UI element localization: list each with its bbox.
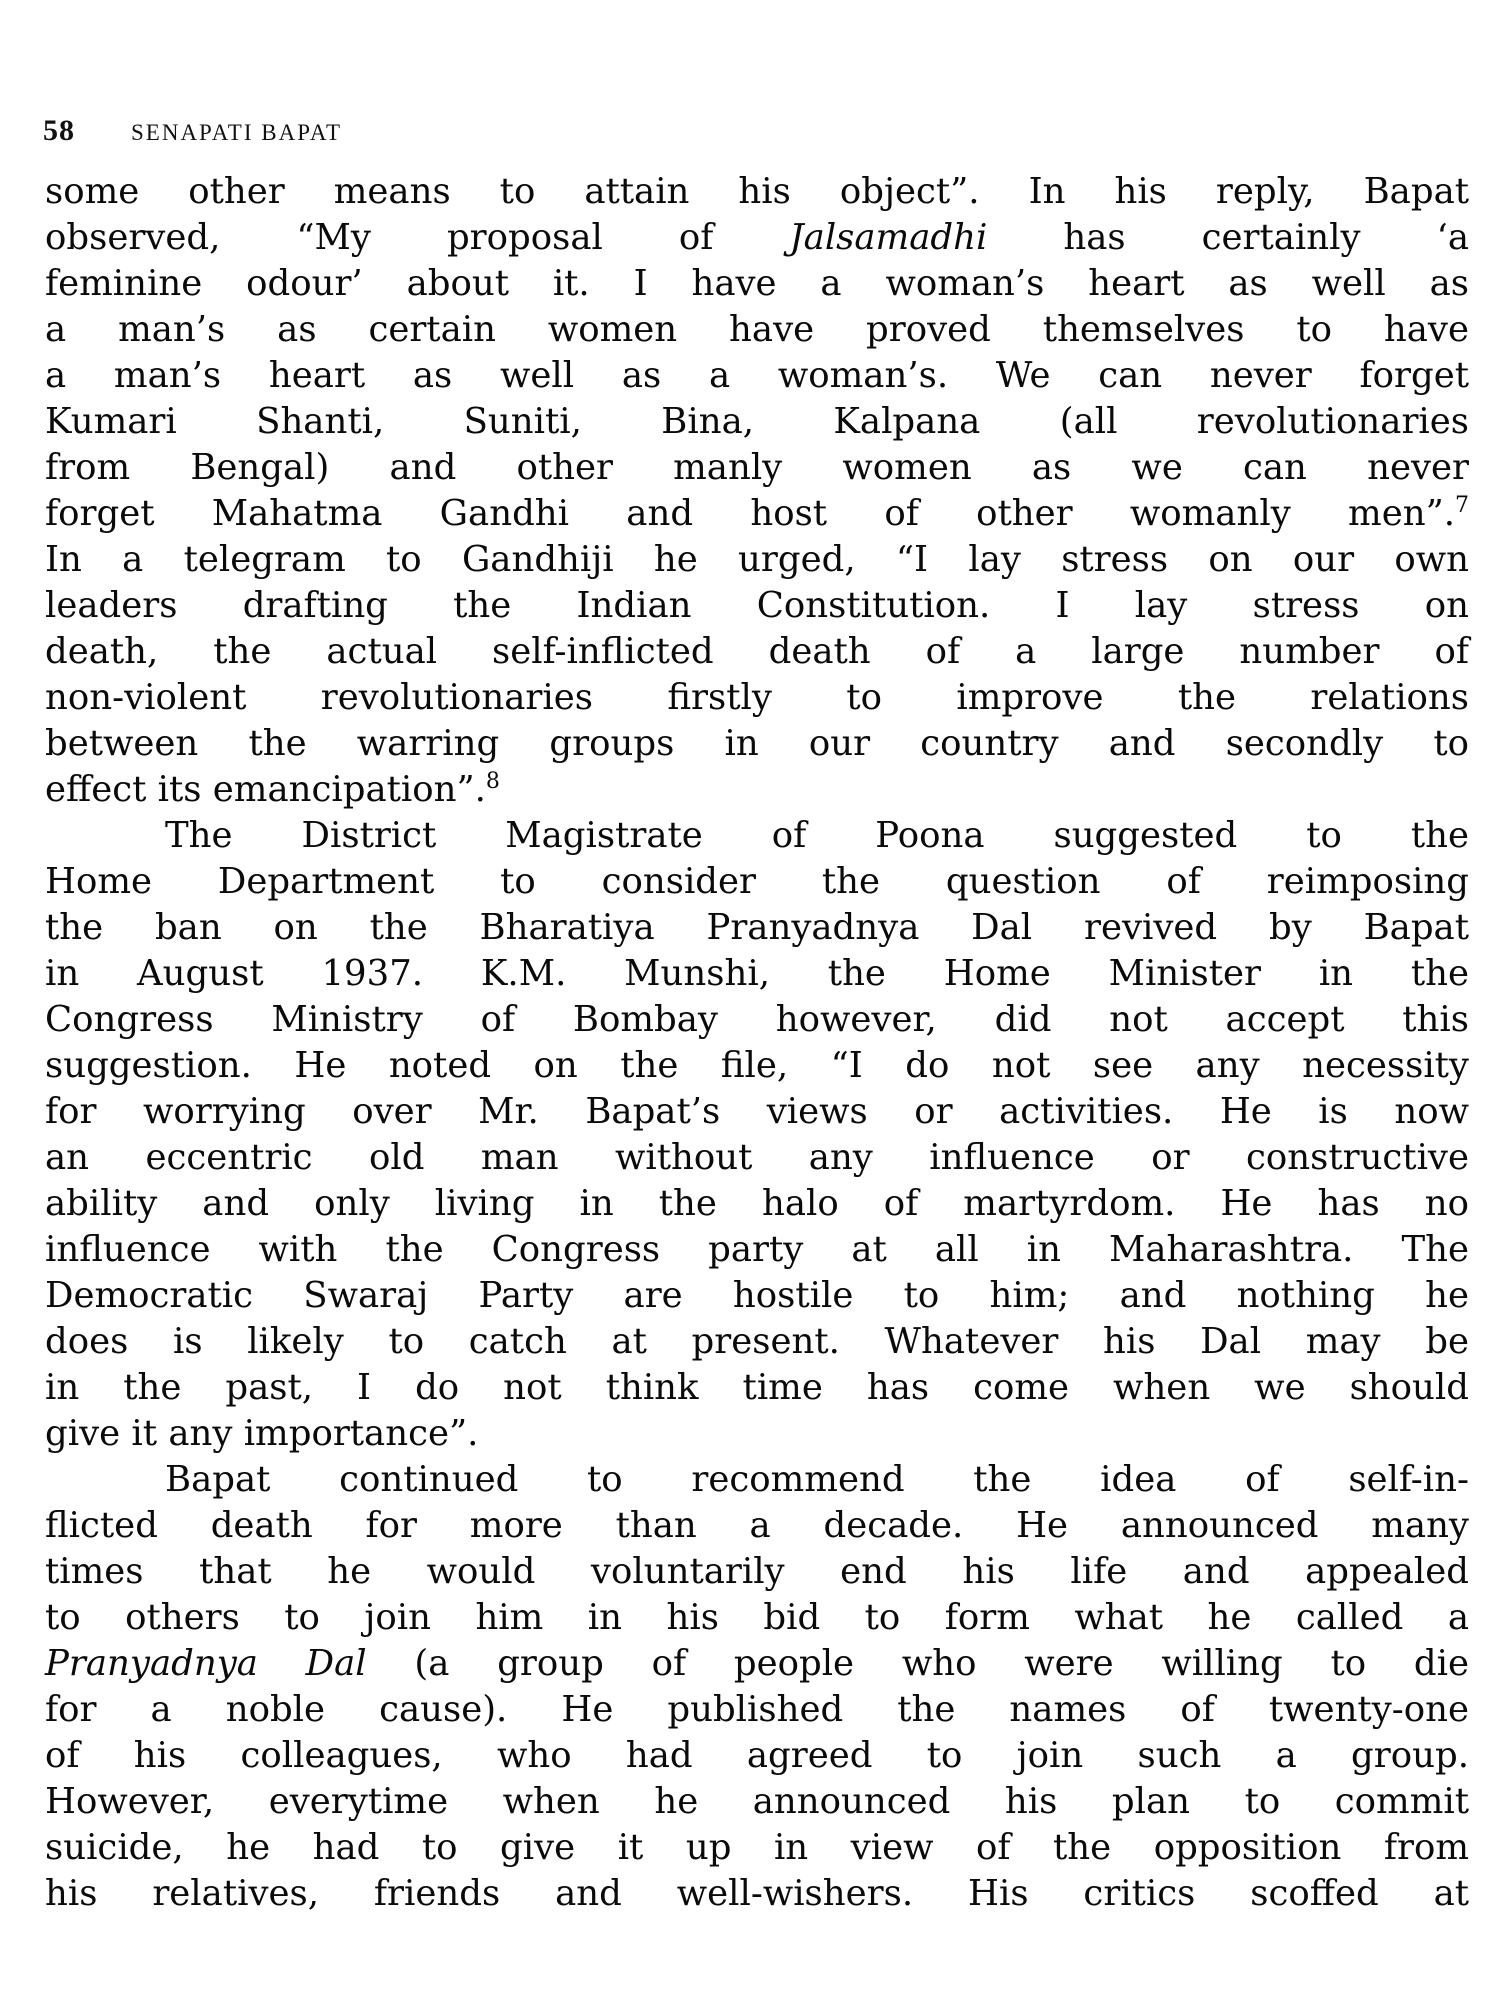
text-line: non-violent revolutionaries firstly to improve the relations xyxy=(45,677,1469,718)
footnote-reference: 8 xyxy=(485,769,500,795)
text-line: in August 1937. K.M. Munshi, the Home Minister in the xyxy=(45,953,1469,994)
text-line: give it any importance”. xyxy=(45,1413,479,1454)
text-segment: (a group of people who were willing to die xyxy=(366,1643,1469,1684)
text-line: Democratic Swaraj Party are hostile to him; and nothing he xyxy=(45,1275,1469,1316)
text-segment: effect its emancipation”. xyxy=(45,769,486,810)
text-line: does is likely to catch at present. Whatever his Dal may be xyxy=(45,1321,1469,1362)
text-line: Bapat continued to recommend the idea of self-in- xyxy=(165,1459,1469,1500)
text-line: a man’s heart as well as a woman’s. We can never forget xyxy=(45,355,1469,396)
text-line: a man’s as certain women have proved themselves to have xyxy=(45,309,1469,350)
text-line: The District Magistrate of Poona suggested to the xyxy=(165,815,1469,856)
text-line: In a telegram to Gandhiji he urged, “I lay stress on our own xyxy=(45,539,1469,580)
text-line xyxy=(45,767,1469,813)
footnote-reference: 7 xyxy=(1455,493,1469,519)
text-line: Kumari Shanti, Suniti, Bina, Kalpana (all revolutionaries xyxy=(45,401,1469,442)
italic-term: Pranyadnya Dal xyxy=(45,1643,367,1684)
text-line: for a noble cause). He published the names of twenty-one xyxy=(45,1689,1469,1730)
text-line: influence with the Congress party at all in Maharashtra. The xyxy=(45,1229,1469,1270)
text-line: leaders drafting the Indian Constitution. I lay stress on xyxy=(45,585,1469,626)
text-line: suicide, he had to give it up in view of the opposition from xyxy=(45,1827,1469,1868)
text-line: some other means to attain his object”. In his reply, Bapat xyxy=(45,171,1469,212)
text-line: between the warring groups in our country and secondly to xyxy=(45,723,1469,764)
text-line: suggestion. He noted on the file, “I do not see any necessity xyxy=(45,1045,1469,1086)
text-line xyxy=(45,215,1469,261)
text-line: from Bengal) and other manly women as we can never xyxy=(45,447,1469,488)
italic-term: Jalsamadhi xyxy=(789,217,988,258)
text-line: the ban on the Bharatiya Pranyadnya Dal revived by Bapat xyxy=(45,907,1469,948)
text-line: Congress Ministry of Bombay however, did not accept this xyxy=(45,999,1469,1040)
text-line: times that he would voluntarily end his life and appealed xyxy=(45,1551,1469,1592)
page-number: 58 xyxy=(43,114,75,147)
text-line: an eccentric old man without any influence or constructive xyxy=(45,1137,1469,1178)
running-head xyxy=(43,114,342,148)
body-text xyxy=(45,169,1469,1917)
text-line: to others to join him in his bid to form what he called a xyxy=(45,1597,1469,1638)
text-line: flicted death for more than a decade. He announced many xyxy=(45,1505,1469,1546)
text-line: ability and only living in the halo of martyrdom. He has no xyxy=(45,1183,1469,1224)
book-title: SENAPATI BAPAT xyxy=(131,120,343,145)
text-line xyxy=(45,491,1469,537)
text-line: in the past, I do not think time has come when we should xyxy=(45,1367,1469,1408)
text-line: for worrying over Mr. Bapat’s views or activities. He is now xyxy=(45,1091,1469,1132)
text-segment: has certainly ‘a xyxy=(987,217,1469,258)
text-segment: forget Mahatma Gandhi and host of other womanly men”. xyxy=(45,493,1455,534)
text-line: his relatives, friends and well-wishers. His critics scoffed at xyxy=(45,1873,1469,1914)
text-line: death, the actual self-inflicted death of a large number of xyxy=(45,631,1469,672)
text-line: of his colleagues, who had agreed to join such a group. xyxy=(45,1735,1469,1776)
text-line: Home Department to consider the question of reimposing xyxy=(45,861,1469,902)
text-segment: observed, “My proposal of xyxy=(45,217,790,258)
text-line: feminine odour’ about it. I have a woman’s heart as well as xyxy=(45,263,1469,304)
text-line: However, everytime when he announced his plan to commit xyxy=(45,1781,1469,1822)
text-line xyxy=(45,1641,1469,1687)
